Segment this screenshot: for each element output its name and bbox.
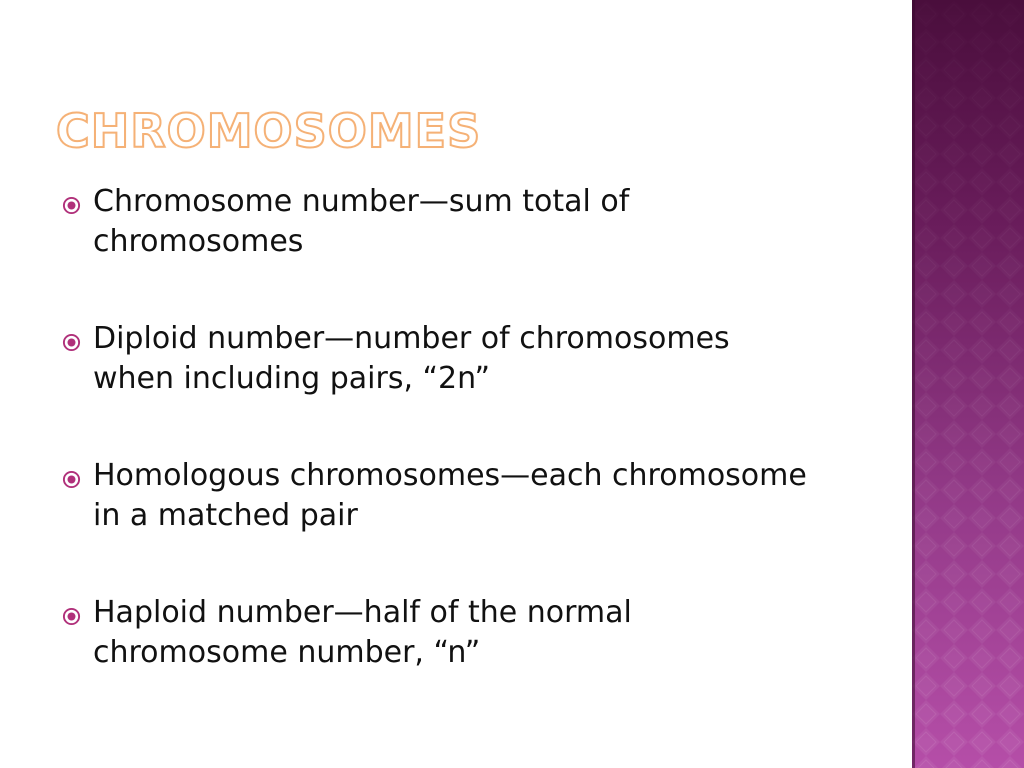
bullet-item xyxy=(60,593,900,673)
bullet-text: Diploid number—number of chromosomes when including pairs, “2n” xyxy=(93,321,730,396)
bullet-text: Chromosome number—sum total of chromosomes xyxy=(93,184,630,259)
target-bullet-icon xyxy=(62,470,81,489)
decorative-side-panel xyxy=(912,0,1024,768)
target-bullet-icon xyxy=(62,333,81,352)
bullet-text: Haploid number—half of the normal chromosome number, “n” xyxy=(93,595,632,670)
bullet-item xyxy=(60,182,900,262)
slide-title: CHROMOSOMES xyxy=(56,104,482,158)
panel-edge xyxy=(912,0,915,768)
target-bullet-icon xyxy=(62,607,81,626)
bullet-text: Homologous chromosomes—each chromosome in a matched pair xyxy=(93,458,807,533)
bullet-item xyxy=(60,456,900,536)
diamond-pattern xyxy=(912,0,1024,768)
bullet-item xyxy=(60,319,900,399)
target-bullet-icon xyxy=(62,196,81,215)
bullet-list xyxy=(60,182,900,730)
